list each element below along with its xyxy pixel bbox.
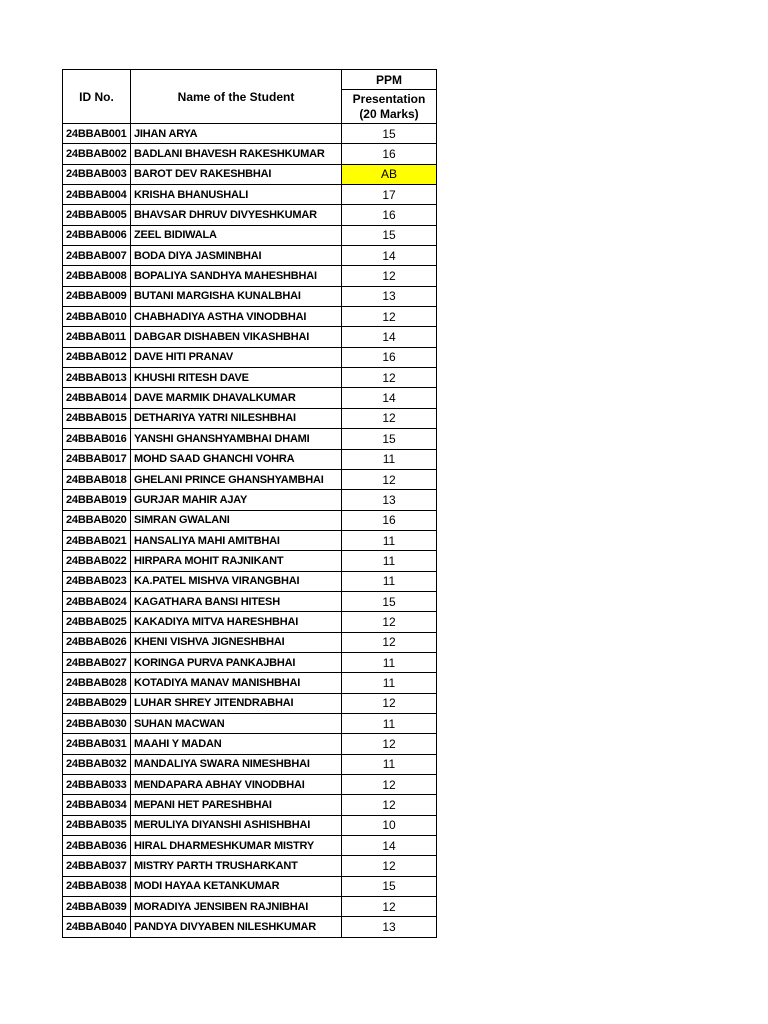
table-row: [63, 429, 437, 449]
student-id-cell: 24BBAB008: [63, 266, 131, 286]
presentation-score-cell: 15: [342, 429, 437, 449]
table-row: [63, 795, 437, 815]
presentation-score-cell: 11: [342, 652, 437, 672]
presentation-score-cell: 10: [342, 815, 437, 835]
header-presentation: [342, 90, 437, 124]
student-id-cell: 24BBAB006: [63, 225, 131, 245]
table-row: [63, 246, 437, 266]
presentation-score-cell: AB: [342, 164, 437, 184]
table-row: [63, 815, 437, 835]
presentation-score-cell: 11: [342, 449, 437, 469]
table-row: [63, 164, 437, 184]
student-id-cell: 24BBAB007: [63, 246, 131, 266]
table-row: [63, 775, 437, 795]
student-name-cell: SIMRAN GWALANI: [131, 510, 342, 530]
student-name-cell: LUHAR SHREY JITENDRABHAI: [131, 693, 342, 713]
presentation-score-cell: 12: [342, 775, 437, 795]
presentation-score-cell: 11: [342, 673, 437, 693]
presentation-score-cell: 12: [342, 897, 437, 917]
presentation-score-cell: 16: [342, 347, 437, 367]
student-name-cell: KAKADIYA MITVA HARESHBHAI: [131, 612, 342, 632]
table-row: [63, 856, 437, 876]
header-presentation-line2: (20 Marks): [359, 106, 419, 121]
student-name-cell: KHUSHI RITESH DAVE: [131, 368, 342, 388]
student-name-cell: KRISHA BHANUSHALI: [131, 185, 342, 205]
student-name-cell: SUHAN MACWAN: [131, 713, 342, 733]
table-row: [63, 530, 437, 550]
table-row: [63, 734, 437, 754]
presentation-score-cell: 15: [342, 876, 437, 896]
student-id-cell: 24BBAB014: [63, 388, 131, 408]
presentation-score-cell: 12: [342, 856, 437, 876]
marks-table: [62, 69, 437, 938]
presentation-score-cell: 15: [342, 591, 437, 611]
student-name-cell: JIHAN ARYA: [131, 124, 342, 144]
student-id-cell: 24BBAB020: [63, 510, 131, 530]
table-body: [63, 124, 437, 938]
student-id-cell: 24BBAB001: [63, 124, 131, 144]
presentation-score-cell: 12: [342, 734, 437, 754]
header-presentation-line1: Presentation: [352, 91, 426, 106]
student-name-cell: KORINGA PURVA PANKAJBHAI: [131, 652, 342, 672]
table-row: [63, 347, 437, 367]
student-name-cell: HANSALIYA MAHI AMITBHAI: [131, 530, 342, 550]
table-row: [63, 836, 437, 856]
student-name-cell: KA.PATEL MISHVA VIRANGBHAI: [131, 571, 342, 591]
student-id-cell: 24BBAB024: [63, 591, 131, 611]
student-id-cell: 24BBAB030: [63, 713, 131, 733]
student-name-cell: YANSHI GHANSHYAMBHAI DHAMI: [131, 429, 342, 449]
presentation-score-cell: 12: [342, 368, 437, 388]
table-row: [63, 591, 437, 611]
presentation-score-cell: 12: [342, 612, 437, 632]
student-name-cell: MISTRY PARTH TRUSHARKANT: [131, 856, 342, 876]
student-id-cell: 24BBAB027: [63, 652, 131, 672]
student-name-cell: BAROT DEV RAKESHBHAI: [131, 164, 342, 184]
student-name-cell: MAAHI Y MADAN: [131, 734, 342, 754]
student-id-cell: 24BBAB017: [63, 449, 131, 469]
student-name-cell: MOHD SAAD GHANCHI VOHRA: [131, 449, 342, 469]
student-name-cell: GHELANI PRINCE GHANSHYAMBHAI: [131, 469, 342, 489]
student-id-cell: 24BBAB025: [63, 612, 131, 632]
student-id-cell: 24BBAB035: [63, 815, 131, 835]
student-name-cell: MANDALIYA SWARA NIMESHBHAI: [131, 754, 342, 774]
presentation-score-cell: 15: [342, 124, 437, 144]
header-name: Name of the Student: [131, 70, 342, 124]
table-row: [63, 449, 437, 469]
presentation-score-cell: 12: [342, 408, 437, 428]
student-id-cell: 24BBAB040: [63, 917, 131, 937]
student-name-cell: MEPANI HET PARESHBHAI: [131, 795, 342, 815]
table-row: [63, 897, 437, 917]
presentation-score-cell: 11: [342, 571, 437, 591]
table-row: [63, 327, 437, 347]
presentation-score-cell: 16: [342, 144, 437, 164]
presentation-score-cell: 12: [342, 632, 437, 652]
student-name-cell: KHENI VISHVA JIGNESHBHAI: [131, 632, 342, 652]
student-name-cell: KOTADIYA MANAV MANISHBHAI: [131, 673, 342, 693]
presentation-score-cell: 14: [342, 388, 437, 408]
presentation-score-cell: 11: [342, 551, 437, 571]
header-ppm: PPM: [342, 70, 437, 90]
table-row: [63, 490, 437, 510]
student-id-cell: 24BBAB010: [63, 307, 131, 327]
table-row: [63, 551, 437, 571]
presentation-score-cell: 15: [342, 225, 437, 245]
student-name-cell: DABGAR DISHABEN VIKASHBHAI: [131, 327, 342, 347]
student-name-cell: BHAVSAR DHRUV DIVYESHKUMAR: [131, 205, 342, 225]
presentation-score-cell: 12: [342, 469, 437, 489]
header-id: ID No.: [63, 70, 131, 124]
student-id-cell: 24BBAB039: [63, 897, 131, 917]
student-id-cell: 24BBAB009: [63, 286, 131, 306]
student-id-cell: 24BBAB038: [63, 876, 131, 896]
student-name-cell: HIRAL DHARMESHKUMAR MISTRY: [131, 836, 342, 856]
student-name-cell: PANDYA DIVYABEN NILESHKUMAR: [131, 917, 342, 937]
student-name-cell: DETHARIYA YATRI NILESHBHAI: [131, 408, 342, 428]
table-row: [63, 754, 437, 774]
table-row: [63, 185, 437, 205]
table-row: [63, 307, 437, 327]
presentation-score-cell: 12: [342, 307, 437, 327]
student-id-cell: 24BBAB003: [63, 164, 131, 184]
student-name-cell: KAGATHARA BANSI HITESH: [131, 591, 342, 611]
student-id-cell: 24BBAB018: [63, 469, 131, 489]
table-row: [63, 632, 437, 652]
presentation-score-cell: 12: [342, 266, 437, 286]
student-name-cell: CHABHADIYA ASTHA VINODBHAI: [131, 307, 342, 327]
table-row: [63, 713, 437, 733]
presentation-score-cell: 12: [342, 795, 437, 815]
presentation-score-cell: 14: [342, 836, 437, 856]
student-id-cell: 24BBAB022: [63, 551, 131, 571]
student-id-cell: 24BBAB012: [63, 347, 131, 367]
student-id-cell: 24BBAB015: [63, 408, 131, 428]
table-row: [63, 917, 437, 937]
presentation-score-cell: 13: [342, 286, 437, 306]
table-row: [63, 612, 437, 632]
table-row: [63, 286, 437, 306]
student-name-cell: BUTANI MARGISHA KUNALBHAI: [131, 286, 342, 306]
presentation-score-cell: 11: [342, 754, 437, 774]
student-name-cell: MERULIYA DIYANSHI ASHISHBHAI: [131, 815, 342, 835]
student-id-cell: 24BBAB021: [63, 530, 131, 550]
table-row: [63, 225, 437, 245]
table-row: [63, 469, 437, 489]
table-row: [63, 124, 437, 144]
presentation-score-cell: 16: [342, 510, 437, 530]
student-name-cell: MODI HAYAA KETANKUMAR: [131, 876, 342, 896]
student-name-cell: ZEEL BIDIWALA: [131, 225, 342, 245]
student-id-cell: 24BBAB004: [63, 185, 131, 205]
table-row: [63, 652, 437, 672]
table-row: [63, 571, 437, 591]
table-row: [63, 408, 437, 428]
table-row: [63, 388, 437, 408]
student-name-cell: BOPALIYA SANDHYA MAHESHBHAI: [131, 266, 342, 286]
student-name-cell: HIRPARA MOHIT RAJNIKANT: [131, 551, 342, 571]
table-row: [63, 266, 437, 286]
student-id-cell: 24BBAB013: [63, 368, 131, 388]
presentation-score-cell: 14: [342, 327, 437, 347]
presentation-score-cell: 11: [342, 530, 437, 550]
student-id-cell: 24BBAB032: [63, 754, 131, 774]
student-id-cell: 24BBAB036: [63, 836, 131, 856]
student-name-cell: DAVE MARMIK DHAVALKUMAR: [131, 388, 342, 408]
student-id-cell: 24BBAB028: [63, 673, 131, 693]
student-id-cell: 24BBAB016: [63, 429, 131, 449]
student-name-cell: BADLANI BHAVESH RAKESHKUMAR: [131, 144, 342, 164]
presentation-score-cell: 14: [342, 246, 437, 266]
student-id-cell: 24BBAB023: [63, 571, 131, 591]
presentation-score-cell: 11: [342, 713, 437, 733]
student-id-cell: 24BBAB033: [63, 775, 131, 795]
table-header: [63, 70, 437, 124]
table-row: [63, 876, 437, 896]
student-id-cell: 24BBAB031: [63, 734, 131, 754]
student-name-cell: MENDAPARA ABHAY VINODBHAI: [131, 775, 342, 795]
student-name-cell: BODA DIYA JASMINBHAI: [131, 246, 342, 266]
presentation-score-cell: 17: [342, 185, 437, 205]
table-row: [63, 673, 437, 693]
student-name-cell: GURJAR MAHIR AJAY: [131, 490, 342, 510]
student-id-cell: 24BBAB029: [63, 693, 131, 713]
student-id-cell: 24BBAB034: [63, 795, 131, 815]
presentation-score-cell: 12: [342, 693, 437, 713]
table-row: [63, 144, 437, 164]
student-id-cell: 24BBAB026: [63, 632, 131, 652]
student-id-cell: 24BBAB019: [63, 490, 131, 510]
student-id-cell: 24BBAB037: [63, 856, 131, 876]
table-row: [63, 205, 437, 225]
presentation-score-cell: 13: [342, 917, 437, 937]
student-name-cell: DAVE HITI PRANAV: [131, 347, 342, 367]
presentation-score-cell: 13: [342, 490, 437, 510]
student-id-cell: 24BBAB011: [63, 327, 131, 347]
table-row: [63, 368, 437, 388]
student-name-cell: MORADIYA JENSIBEN RAJNIBHAI: [131, 897, 342, 917]
student-id-cell: 24BBAB002: [63, 144, 131, 164]
table-row: [63, 693, 437, 713]
presentation-score-cell: 16: [342, 205, 437, 225]
table-row: [63, 510, 437, 530]
student-id-cell: 24BBAB005: [63, 205, 131, 225]
